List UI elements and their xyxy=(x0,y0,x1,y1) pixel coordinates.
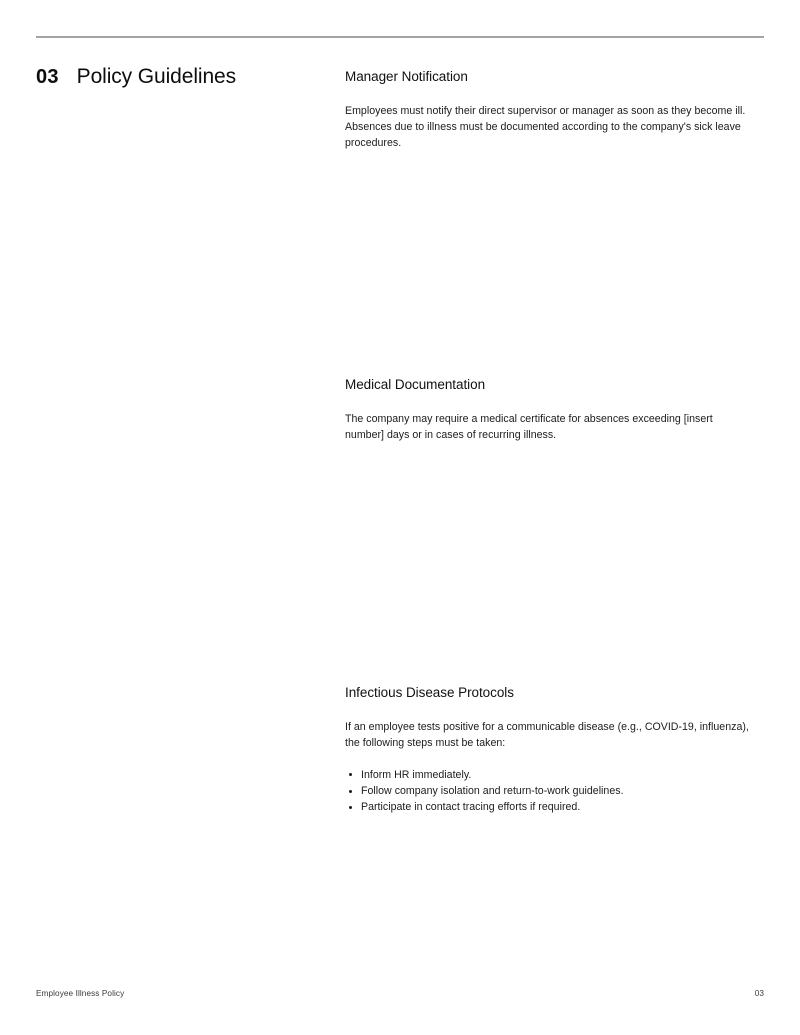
list-item-label: Follow company isolation and return-to-work guidelines. xyxy=(361,785,624,798)
list-item-label: Inform HR immediately. xyxy=(361,768,472,781)
header-divider xyxy=(36,36,764,38)
section-heading: Medical Documentation xyxy=(345,377,486,392)
list-item xyxy=(345,783,750,799)
bullet-icon xyxy=(349,773,352,776)
section-title: Policy Guidelines xyxy=(76,65,237,88)
list-item xyxy=(345,799,750,815)
section-body: Employees must notify their direct supervisor or manager as soon as they become ill. Absences due to illness must be documented according to the company's sick leave procedures. xyxy=(345,104,746,149)
footer-document-label: Employee Illness Policy xyxy=(36,988,125,998)
list-item xyxy=(345,767,750,783)
page-title xyxy=(36,66,336,87)
section-heading: Manager Notification xyxy=(345,69,468,84)
protocol-steps-list xyxy=(345,767,750,816)
bullet-icon xyxy=(349,806,352,809)
section-number: 03 xyxy=(36,66,59,88)
section-heading: Infectious Disease Protocols xyxy=(345,685,514,700)
section-medical-documentation xyxy=(345,376,750,443)
section-infectious-disease-protocols xyxy=(345,684,750,816)
footer-page-number: 03 xyxy=(754,988,764,998)
list-item-label: Participate in contact tracing efforts if required. xyxy=(361,801,581,814)
section-body: If an employee tests positive for a communicable disease (e.g., COVID-19, influenza), the following steps must be taken: xyxy=(345,720,749,749)
section-body: The company may require a medical certificate for absences exceeding [insert number] days or in cases of recurring illness. xyxy=(345,412,713,441)
bullet-icon xyxy=(349,790,352,793)
page-footer xyxy=(36,987,764,1001)
section-manager-notification xyxy=(345,68,750,151)
